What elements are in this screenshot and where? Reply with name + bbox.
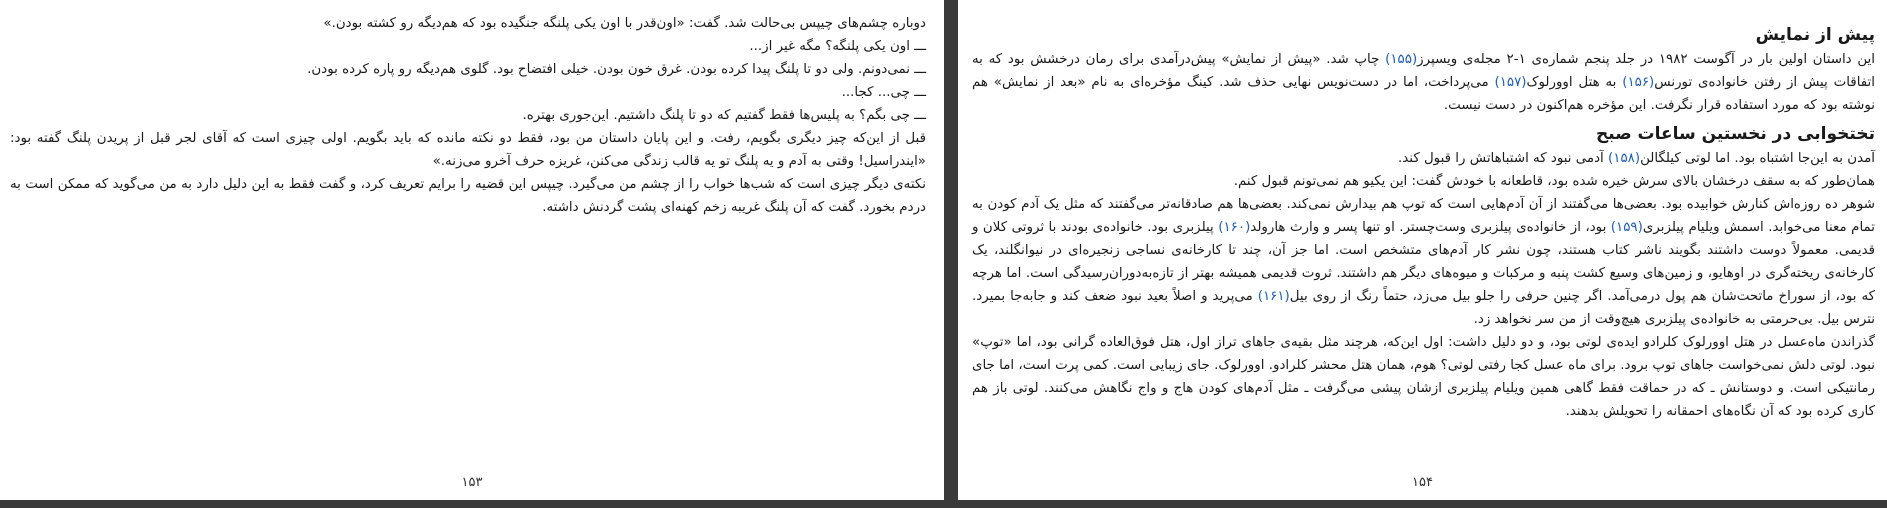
paragraph: دوباره چشم‌های چیپس بی‌حالت شد. گفت: «اون‌قدر با اون یکی پلنگه جنگیده بود که هم‌دیگه رو کشته بودن.» xyxy=(323,16,926,31)
text-run: می‌پرداخت، اما در دست‌نویس نهایی حذف شد. کینگ مؤخره‌ای به نام «بعد از نمایش» هم نوشته بود که مورد استفاده قرار نگرفت. این مؤخره هم‌اکنون در دست نیست. xyxy=(972,75,1875,113)
paragraph xyxy=(972,48,1875,117)
page-content xyxy=(10,12,926,219)
footnote-link[interactable]: (۱۵۷) xyxy=(1494,75,1527,90)
footnote-link[interactable]: (۱۶۱) xyxy=(1257,289,1290,304)
text-run: شوهر ده روزه‌اش کنارش خوابیده بود. بعضی‌ها می‌گفتند از آن آدم‌هایی است که توپ هم بیدارش نمی‌کند. بعضی‌ها هم صادقانه‌تر می‌گفتند که مثل یک آدم کودن به تمام معنا می‌خوابد. اسمش ویلیام پیلزبری xyxy=(972,197,1875,235)
page-154 xyxy=(958,0,1887,500)
story-title: تختخوابی در نخستین ساعات صبح xyxy=(1596,124,1875,144)
footnote-link[interactable]: (۱۵۸) xyxy=(1608,151,1641,166)
page-number: ۱۵۴ xyxy=(1412,475,1433,490)
footnote-link[interactable]: (۱۵۵) xyxy=(1385,52,1418,67)
text-run: آدمی نبود که اشتباهاتش را قبول کند. xyxy=(1398,151,1609,166)
dialogue-line: ـــ چی... کجا... xyxy=(841,85,926,100)
text-run: آمدن به این‌جا اشتباه بود. اما لوتی کیلگالن xyxy=(1640,151,1875,166)
text-run: گذراندن ماه‌عسل در هتل اوورلوک کلرادو ایده‌ی لوتی بود، و دو دلیل داشت: اول این‌که، هرچند مثل بقیه‌ی جاهای تراز اول، هتل فوق‌العاده گرانی بود، اما «توپ» نبود. لوتی دلش نمی‌خواست جاهای توپ برود. برای ماه عسل کجا رفتی لوتی؟ هوم، همان هتل محشر کلرادو. اوورلوک. جای زیبایی است. کمی پرت است، اما جای رمانتیکی است. و دوستانش ـ که در حماقت فقط گاهی همین ویلیام پیلزبری ازشان پیشی می‌گرفت ـ مثل آدم‌های کودن هاج و واج نگاهش می‌کنند. لوتی باز هم کاری کرده بود که آن نگاه‌های احمقانه را تحویلش بدهند. xyxy=(972,335,1875,419)
footnote-link[interactable]: (۱۵۹) xyxy=(1610,220,1643,235)
dialogue-line: ـــ چی بگم؟ به پلیس‌ها فقط گفتیم که دو تا پلنگ داشتیم. این‌جوری بهتره. xyxy=(522,108,926,123)
footnote-link[interactable]: (۱۵۶) xyxy=(1622,75,1655,90)
text-run: پیلزبری بود. خانواده‌ی بودند با ثروتی کلان و قدیمی. معمولاً دوست داشتند بگویند ناشر کتاب هستند، چون نشر کار آدم‌های متشخص است. اما جز آن، چند تا کارخانه‌ی نساجی زنجیره‌ای در نیوانگلند، یک کارخانه‌ی ریخته‌گری در اوهایو، و زمین‌های وسیع کشت پنبه و مرکبات و میوه‌های دیگر هم داشتند. ثروت قدیمی همیشه بهتر از تازه‌به‌دوران‌رسیدگی است. اما هرچه که بود، از سوراخ ماتحت‌شان هم پول درمی‌آمد. اگر چنین حرفی را جلو بیل می‌زد، حتماً رنگ از روی بیل xyxy=(972,220,1876,304)
page-number: ۱۵۳ xyxy=(461,475,483,490)
paragraph: قبل از این‌که چیز دیگری بگویم، رفت. و این پایان داستان من بود، فقط دو نکته مانده که باید بگویم. اولی چیزی است که آقای لجر قبل از پریدن پلنگ گفته بود: «ایندراسیل! وقتی به آدم و یه پلنگ تو یه قالب زندگی می‌کنن، غریزه حرف آخرو می‌زنه.» xyxy=(10,131,926,169)
text-run: همان‌طور که به سقف درخشان بالای سرش خیره شده بود، قاطعانه با خودش گفت: این یکیو هم نمی‌تونم قبول کنم. xyxy=(1233,174,1875,189)
section-heading: پیش از نمایش xyxy=(1755,25,1875,45)
paragraph xyxy=(972,147,1875,170)
text-run: می‌پرید و اصلاً بعید نبود ضعف کند و جابه‌جا بمیرد. نترس بیل. بی‌حرمتی به خانواده‌ی پیلزبری هیچ‌وقت از من سر نخواهد زد. xyxy=(972,289,1875,327)
text-run: به هتل اوورلوک xyxy=(1526,75,1623,90)
dialogue-line: ـــ اون یکی پلنگه؟ مگه غیر از... xyxy=(749,39,926,54)
text-run: این داستان اولین بار در آگوست ۱۹۸۲ در جلد پنجم شماره‌ی ۱-۲ مجله‌ی ویسپرز xyxy=(1417,52,1876,67)
text-run: چاپ شد. «پیش از نمایش» پیش‌درآمدی برای رمان درخشش بود که به اتفاقات پیش از رفتن خانواده‌ی تورنس xyxy=(972,52,1875,90)
footnote-link[interactable]: (۱۶۰) xyxy=(1218,220,1251,235)
paragraph xyxy=(972,193,1875,331)
paragraph xyxy=(972,331,1875,423)
page-content xyxy=(972,22,1875,423)
paragraph xyxy=(972,170,1875,193)
dialogue-line: ـــ نمی‌دونم. ولی دو تا پلنگ پیدا کرده بودن. غرق خون بودن. خیلی افتضاح بود. گلوی هم‌دیگه رو پاره کرده بودن. xyxy=(307,62,926,77)
text-run: بود، از خانواده‌ی پیلزبری وست‌چستر. او تنها پسر و وارث هارولد xyxy=(1250,220,1611,235)
paragraph: نکته‌ی دیگر چیزی است که شب‌ها خواب را از چشم من می‌گیرد. چیپس این قضیه را برایم تعریف کرد، و گفت فقط به این دلیل دارد به من می‌گوید که ممکن است به دردم بخورد. گفت که آن پلنگ غریبه زخم کهنه‌ای پشت گردنش داشته. xyxy=(10,177,926,215)
page-153 xyxy=(0,0,944,500)
